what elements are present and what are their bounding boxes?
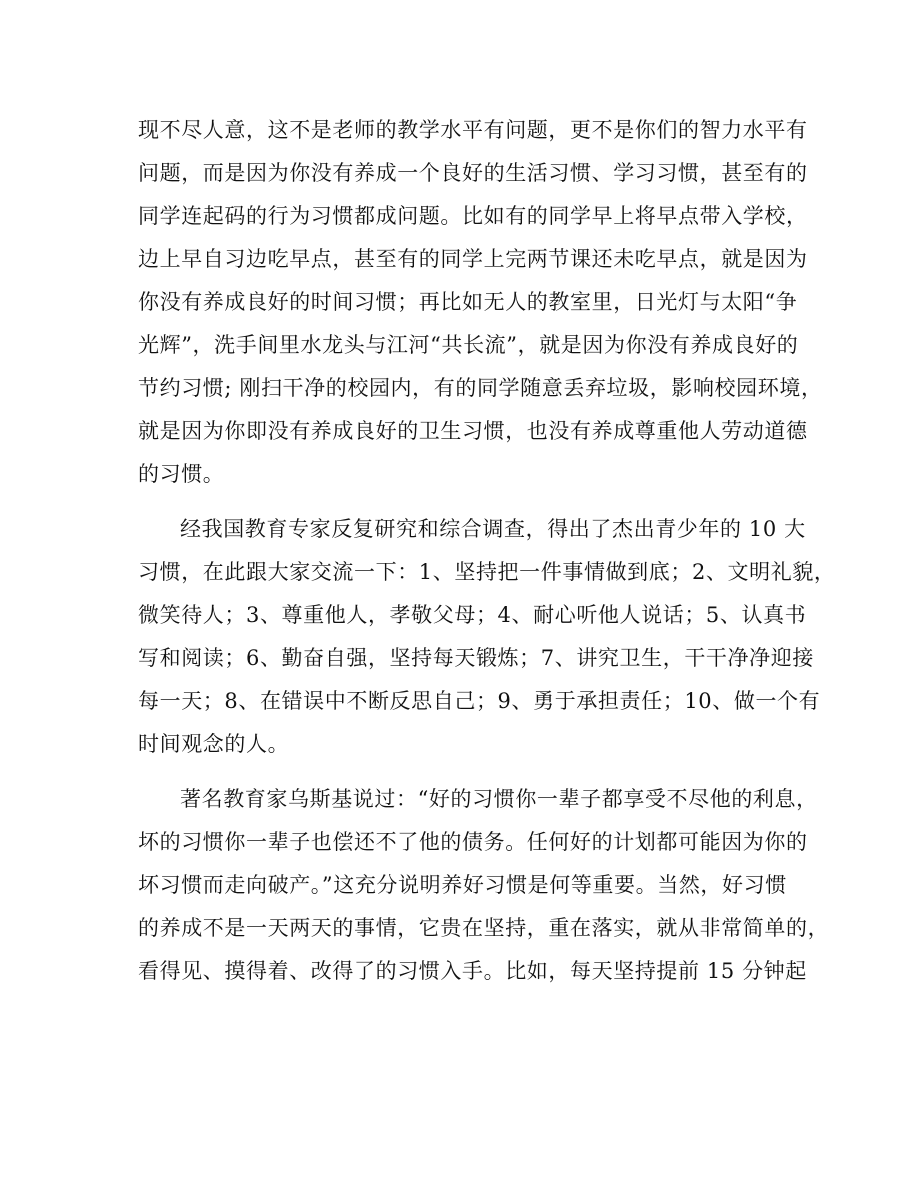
text-line: 现不尽人意，这不是老师的教学水平有问题，更不是你们的智力水平有 bbox=[138, 118, 808, 142]
text-line: 问题，而是因为你没有养成一个良好的生活习惯、学习习惯，甚至有的 bbox=[138, 161, 808, 185]
text-line: 坏习惯而走向破产。”这充分说明养好习惯是何等重要。当然，好习惯 bbox=[138, 873, 787, 897]
body-text bbox=[138, 109, 836, 993]
text-line: 看得见、摸得着、改得了的习惯入手。比如，每天坚持提前 15 分钟起 bbox=[138, 959, 807, 983]
text-line: 时间观念的人。 bbox=[138, 732, 290, 756]
paragraph-gap bbox=[138, 496, 786, 508]
paragraph-3 bbox=[138, 778, 830, 993]
text-line: 节约习惯; 刚扫干净的校园内，有的同学随意丢弃垃圾，影响校园环境， bbox=[138, 376, 823, 400]
text-line: 坏的习惯你一辈子也偿还不了他的债务。任何好的计划都可能因为你的 bbox=[138, 830, 808, 854]
text-line: 习惯，在此跟大家交流一下：1、坚持把一件事情做到底；2、文明礼貌， bbox=[138, 560, 836, 584]
paragraph-gap bbox=[138, 766, 786, 778]
text-line: 经我国教育专家反复研究和综合调查，得出了杰出青少年的 10 大 bbox=[180, 517, 806, 541]
text-line: 你没有养成良好的时间习惯；再比如无人的教室里，日光灯与太阳“争 bbox=[138, 290, 798, 314]
text-line: 微笑待人；3、尊重他人，孝敬父母；4、耐心听他人说话；5、认真书 bbox=[138, 603, 807, 627]
text-line: 光辉”，洗手间里水龙头与江河“共长流”，就是因为你没有养成良好的 bbox=[138, 333, 799, 357]
text-line: 写和阅读；6、勤奋自强，坚持每天锻炼；7、讲究卫生，干干净净迎接 bbox=[138, 646, 814, 670]
text-line: 同学连起码的行为习惯都成问题。比如有的同学早上将早点带入学校， bbox=[138, 204, 808, 228]
text-line: 边上早自习边吃早点，甚至有的同学上完两节课还未吃早点，就是因为 bbox=[138, 247, 808, 271]
text-line: 的习惯。 bbox=[138, 462, 225, 486]
text-line: 的养成不是一天两天的事情，它贵在坚持，重在落实，就从非常简单的， bbox=[138, 916, 830, 940]
text-line: 每一天；8、在错误中不断反思自己；9、勇于承担责任；10、做一个有 bbox=[138, 689, 821, 713]
paragraph-1 bbox=[138, 109, 823, 496]
text-line: 就是因为你即没有养成良好的卫生习惯，也没有养成尊重他人劳动道德 bbox=[138, 419, 808, 443]
paragraph-2 bbox=[138, 508, 836, 766]
text-line: 著名教育家乌斯基说过：“好的习惯你一辈子都享受不尽他的利息， bbox=[180, 787, 818, 811]
